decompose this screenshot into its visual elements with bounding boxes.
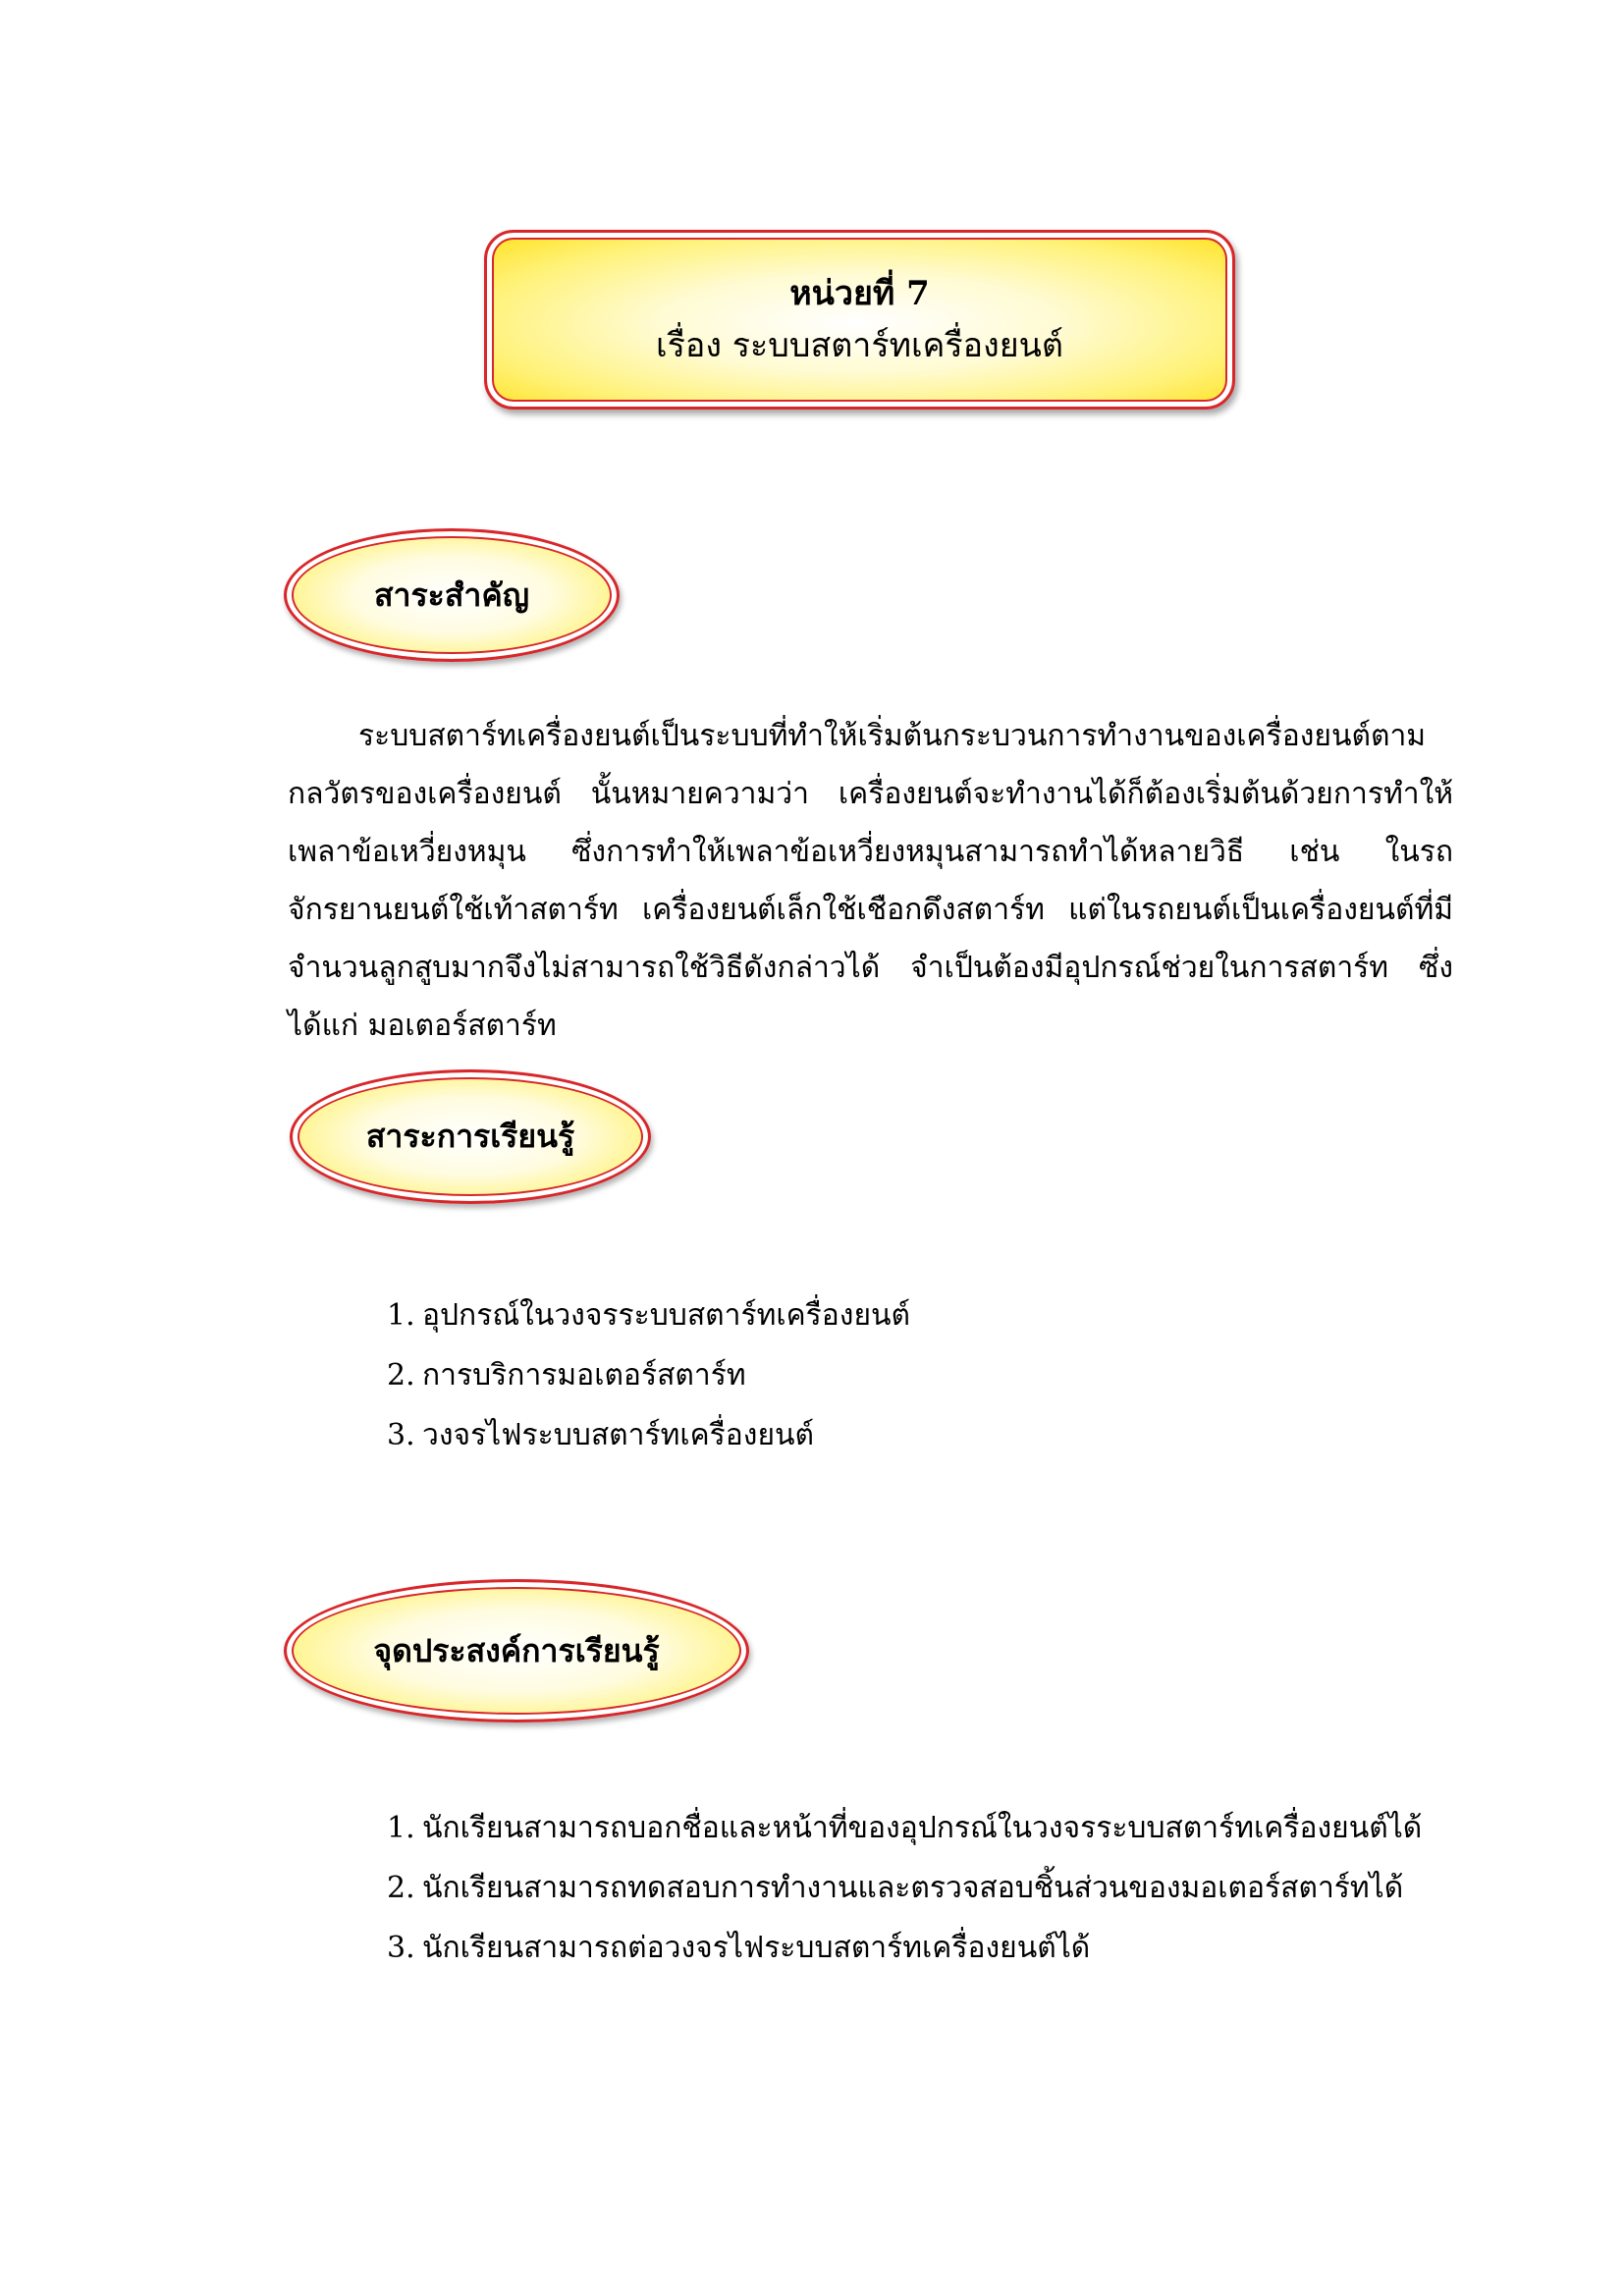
list-item-text: วงจรไฟระบบสตาร์ทเครื่องยนต์ [422,1418,815,1452]
unit-title-box [484,230,1235,410]
content-list [387,1285,910,1465]
objectives-heading: จุดประสงค์การเรียนรู้ [373,1631,660,1669]
list-item [387,1285,910,1345]
list-item-text: การบริการมอเตอร์สตาร์ท [422,1358,746,1393]
objectives-list [387,1798,1422,1978]
content-heading-oval [290,1069,651,1204]
objectives-heading-oval [284,1579,749,1722]
list-item [387,1345,910,1405]
unit-number: หน่วยที่ 7 [789,273,930,313]
content-heading: สาระการเรียนรู้ [365,1118,575,1155]
unit-title: เรื่อง ระบบสตาร์ทเครื่องยนต์ [656,325,1063,365]
list-item-text: นักเรียนสามารถต่อวงจรไฟระบบสตาร์ทเครื่องยนต์ได้ [422,1931,1091,1965]
list-item-number: 1. [387,1298,415,1333]
list-item-number: 2. [387,1871,415,1905]
list-item [387,1918,1422,1978]
essence-paragraph-text: ระบบสตาร์ทเครื่องยนต์เป็นระบบที่ทำให้เริ่มต้นกระบวนการทำงานของเครื่องยนต์ตามกลวัตรของเครื่องยนต์ นั้นหมายความว่า เครื่องยนต์จะทำงานได้ก็ต้องเริ่มต้นด้วยการทำให้เพลาข้อเหวี่ยงหมุน ซึ่งการทำให้เพลาข้อเหวี่ยงหมุนสามารถทำได้หลายวิธี เช่น ในรถจักรยานยนต์ใช้เท้าสตาร์ท เครื่องยนต์เล็กใช้เชือกดึงสตาร์ท แต่ในรถยนต์เป็นเครื่องยนต์ที่มีจำนวนลูกสูบมากจึงไม่สามารถใช้วิธีดังกล่าวได้ จำเป็นต้องมีอุปกรณ์ช่วยในการสตาร์ท ซึ่งได้แก่ มอเตอร์สตาร์ท [288,719,1453,1043]
essence-heading-oval [284,528,620,662]
essence-paragraph [288,707,1453,1055]
list-item-text: นักเรียนสามารถบอกชื่อและหน้าที่ของอุปกรณ์ในวงจรระบบสตาร์ทเครื่องยนต์ได้ [422,1811,1423,1845]
list-item-number: 3. [387,1418,415,1452]
list-item [387,1798,1422,1858]
list-item [387,1405,910,1465]
list-item [387,1858,1422,1918]
list-item-number: 3. [387,1931,415,1965]
list-item-text: นักเรียนสามารถทดสอบการทำงานและตรวจสอบชิ้นส่วนของมอเตอร์สตาร์ทได้ [422,1871,1404,1905]
essence-heading: สาระสำคัญ [373,575,530,614]
list-item-number: 1. [387,1811,415,1845]
list-item-text: อุปกรณ์ในวงจรระบบสตาร์ทเครื่องยนต์ [422,1298,911,1333]
list-item-number: 2. [387,1358,415,1393]
